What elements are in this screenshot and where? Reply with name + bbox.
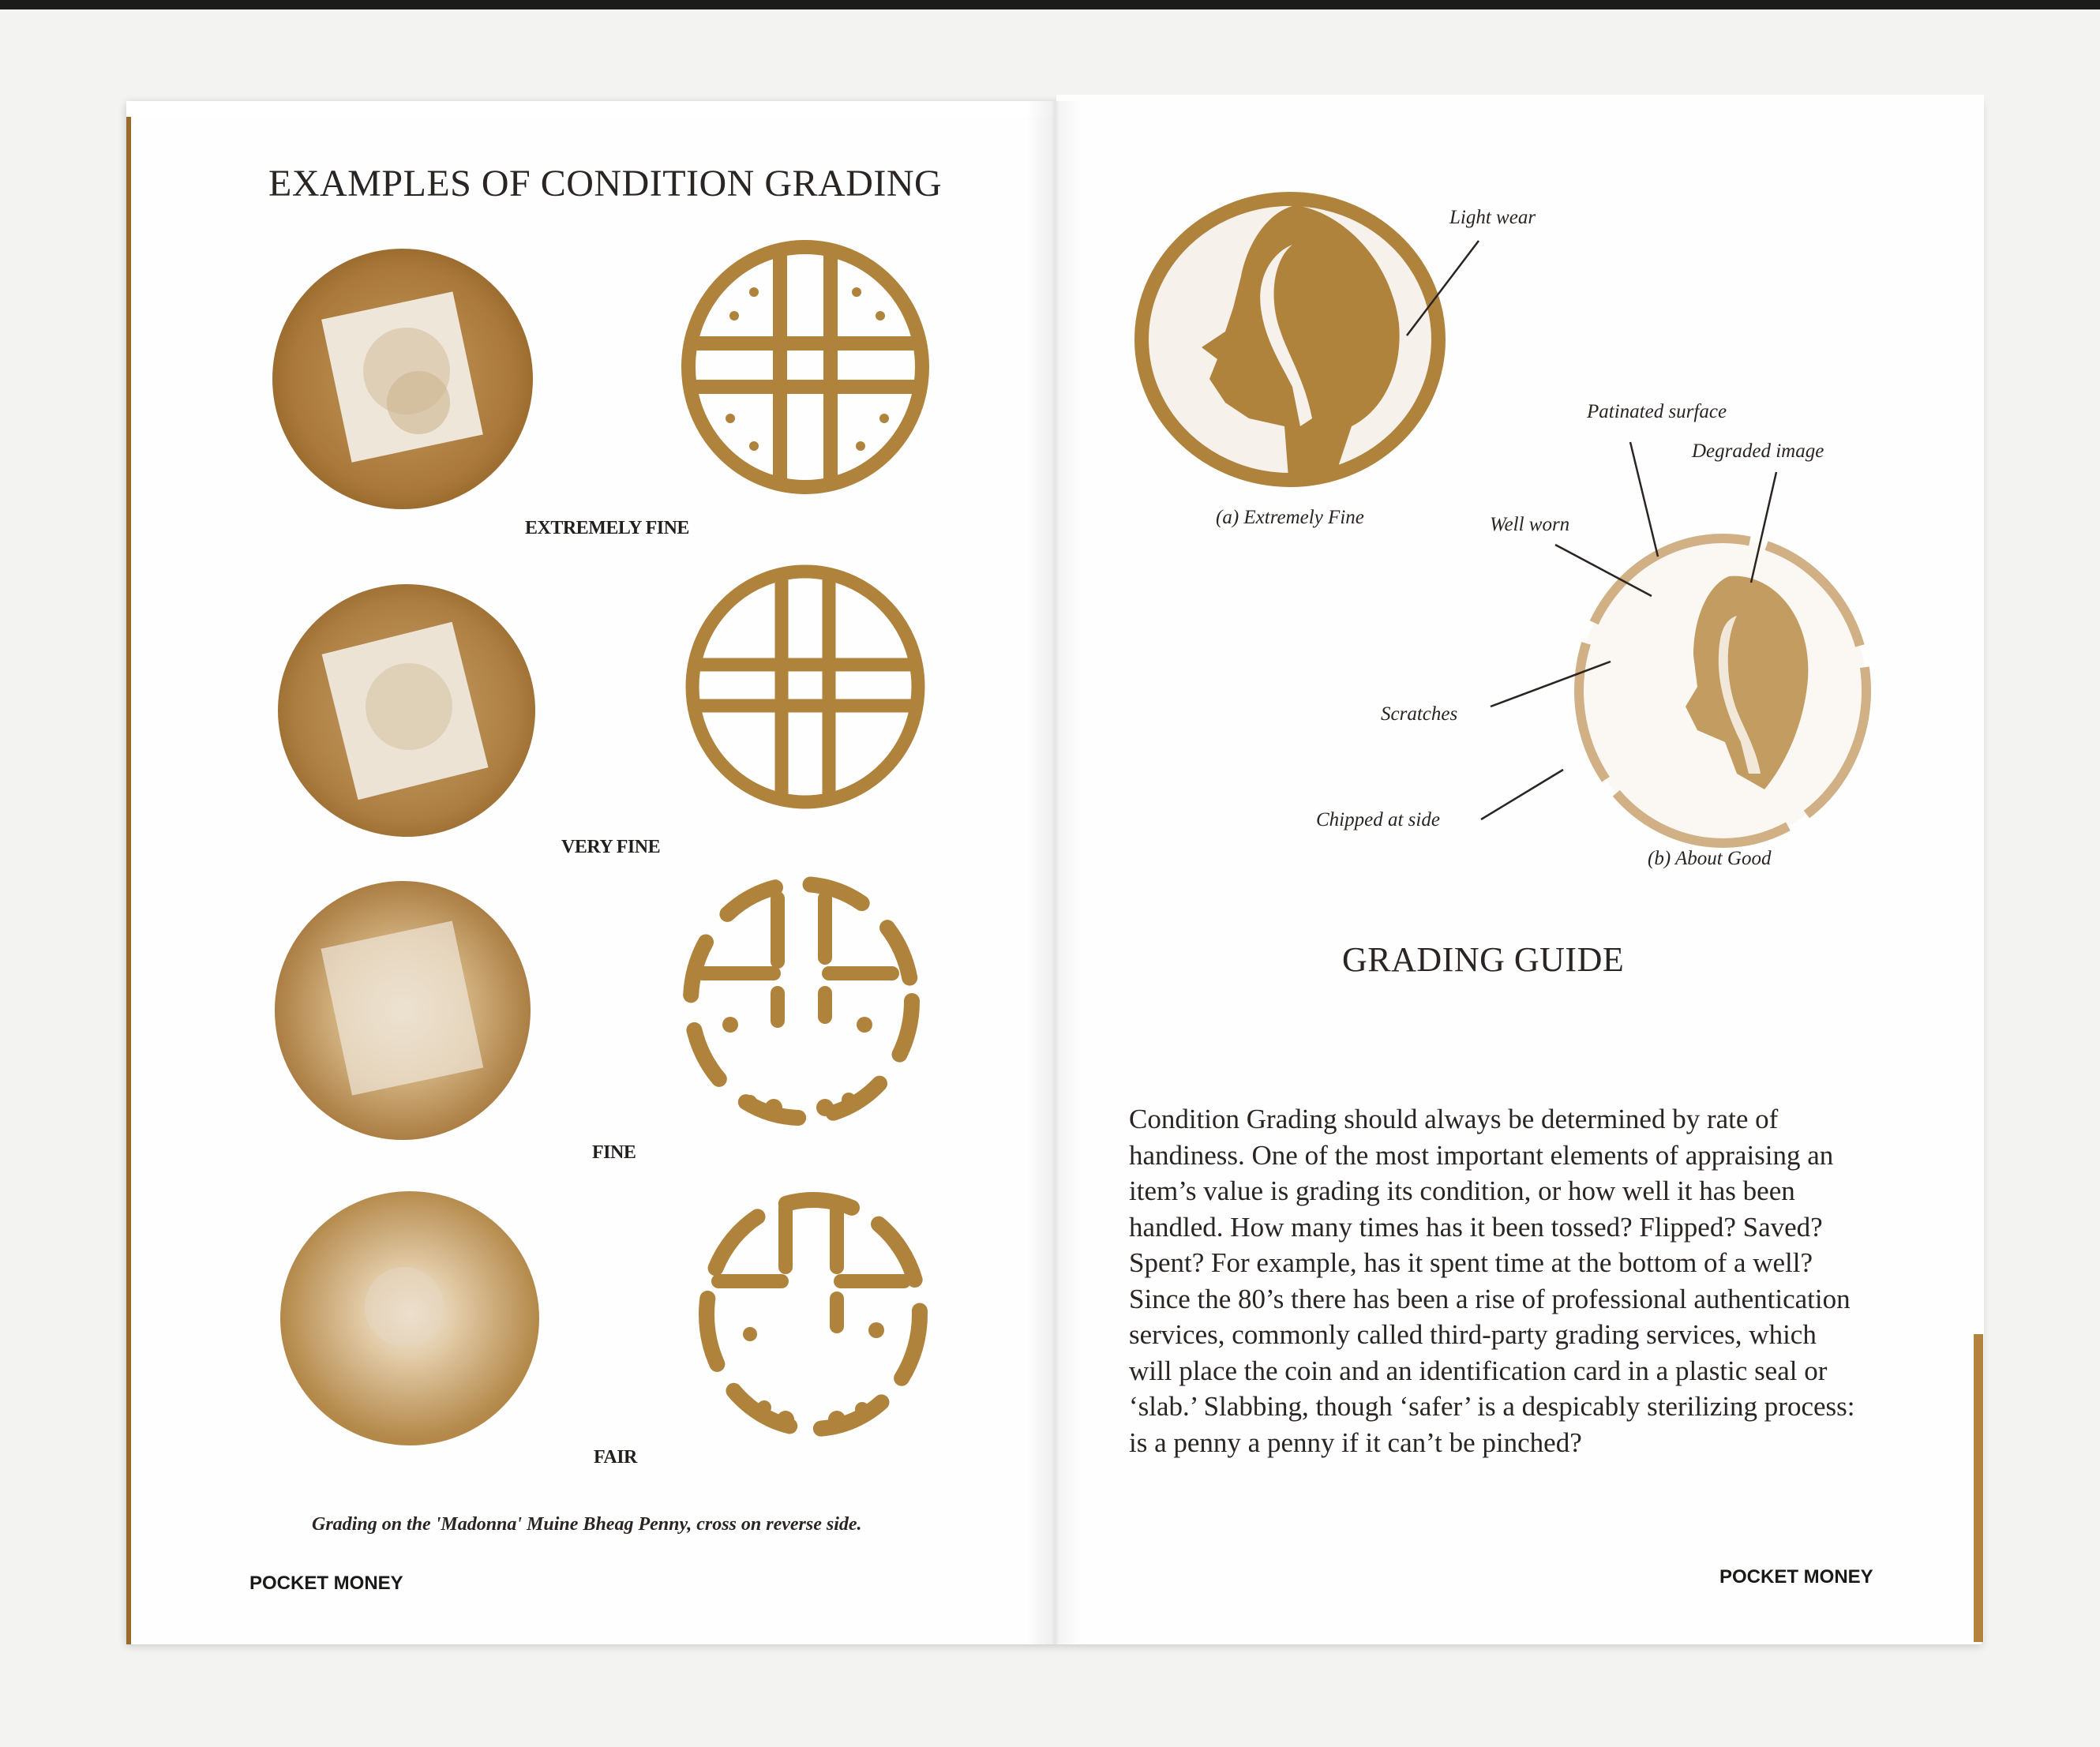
callout-well-worn: Well worn [1490,514,1570,535]
callout-about-good: (b) About Good [1648,848,1772,869]
scanner-top-edge [0,0,2100,9]
figure-caption: Grading on the 'Madonna' Muine Bheag Penny, cross on reverse side. [312,1514,862,1535]
coin-reverse-extremely-fine [679,237,932,497]
footer-right: POCKET MONEY [1719,1566,1873,1588]
callout-patinated-surface: Patinated surface [1587,401,1727,422]
coin-obverse-fair [278,1188,542,1449]
callout-extremely-fine: (a) Extremely Fine [1216,507,1364,528]
coin-illustration-extremely-fine [1131,189,1450,489]
body-paragraph-1: Condition Grading should always be determined by rate of handiness. One of the most important elements of appraising an item’s value is grading its condition, or how well it has been handled. How many times has it been tossed? Flipped? Saved? Spent? For example, has it spent time at the bottom of a well? [1129,1104,1834,1278]
callout-light-wear: Light wear [1449,207,1536,228]
coin-obverse-very-fine [275,580,539,841]
page-title: EXAMPLES OF CONDITION GRADING [268,163,943,204]
coin-obverse-extremely-fine [268,245,537,513]
grade-label-extremely-fine: EXTREMELY FINE [525,518,689,538]
body-text [1129,1101,1863,1460]
grade-label-very-fine: VERY FINE [561,837,661,857]
coin-illustration-about-good [1567,529,1879,853]
section-title: GRADING GUIDE [1342,940,1625,979]
footer-left: POCKET MONEY [249,1573,403,1594]
coin-reverse-fine [679,875,924,1127]
booklet-gutter [1026,101,1082,1644]
grade-label-fair: FAIR [594,1447,637,1468]
coin-reverse-fair [695,1188,932,1441]
callout-chipped-at-side: Chipped at side [1316,809,1440,830]
body-paragraph-2: Since the 80’s there has been a rise of professional authentication services, commonly called third-party grading services, which will place the coin and an identification card in a plastic seal or ‘slab.’ Slabbing, though ‘safer’ is a despicably sterilizing process: is a penny a penny if it can’t be pinched? [1129,1283,1855,1458]
callout-degraded-image: Degraded image [1692,440,1824,462]
coin-reverse-very-fine [683,562,928,811]
coin-obverse-fine [272,878,533,1142]
callout-scratches: Scratches [1381,703,1458,725]
grade-label-fine: FINE [592,1142,636,1163]
page-edge-strip [1974,1334,1983,1642]
